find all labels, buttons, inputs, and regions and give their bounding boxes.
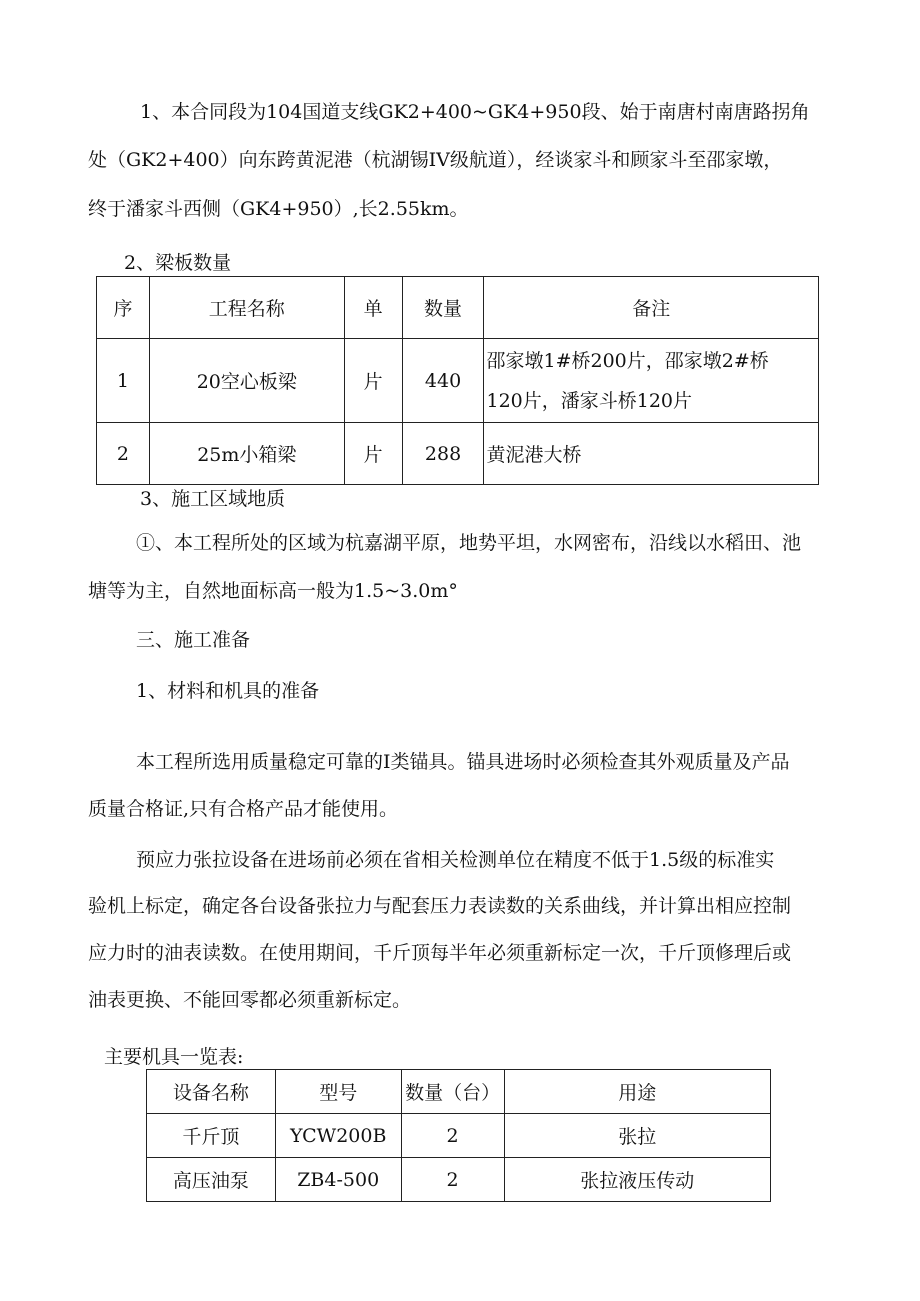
para1-line1: 本工程所选用质量稳定可靠的I类锚具。锚具进场时必须检查其外观质量及产品 [136,751,790,773]
row-unit: 片 [344,339,402,423]
row-qty: 288 [402,423,484,485]
table-row [97,339,819,423]
para2-line3: 应力时的油表读数。在使用期间，千斤顶每半年必须重新标定一次，千斤顶修理后或 [88,942,792,964]
geology-line2: 塘等为主，自然地面标高一般为1.5~3.0m° [88,580,458,602]
section1-line3: 终于潘家斗西侧（GK4+950）,长2.55km。 [88,198,469,220]
header-no: 序 [97,277,150,339]
equip-qty: 2 [401,1114,504,1158]
note-line-2: 120片，潘家斗桥120片 [486,389,693,412]
row-note: 黄泥港大桥 [484,423,819,485]
para2-line4: 油表更换、不能回零都必须重新标定。 [88,989,412,1011]
header-model: 型号 [275,1070,401,1114]
equip-model: ZB4-500 [275,1158,401,1202]
geology-heading: 3、施工区域地质 [140,488,286,510]
table-row [147,1158,771,1202]
equip-name: 千斤顶 [147,1114,276,1158]
table-row [147,1114,771,1158]
section1-line1: 1、本合同段为104国道支线GK2+400~GK4+950段、始于南唐村南唐路拐角 [140,101,810,123]
beam-quantity-heading: 2、梁板数量 [124,252,232,274]
geology-line1: ①、本工程所处的区域为杭嘉湖平原，地势平坦，水网密布，沿线以水稻田、池 [136,532,802,554]
beam-table [96,276,819,485]
row-name: 20空心板梁 [149,339,344,423]
header-unit: 单 [344,277,402,339]
equipment-header-row [147,1070,771,1114]
material-heading: 1、材料和机具的准备 [136,680,320,702]
equip-name: 高压油泵 [147,1158,276,1202]
header-equip-name: 设备名称 [147,1070,276,1114]
prep-heading: 三、施工准备 [136,629,251,651]
row-qty: 440 [402,339,484,423]
header-name: 工程名称 [149,277,344,339]
equip-use: 张拉 [504,1114,770,1158]
header-qty: 数量 [402,277,484,339]
equipment-heading: 主要机具一览表: [104,1046,244,1068]
table-row [97,423,819,485]
row-no: 1 [97,339,150,423]
equip-use: 张拉液压传动 [504,1158,770,1202]
header-equip-qty: 数量（台） [401,1070,504,1114]
section1-line2: 处（GK2+400）向东跨黄泥港（杭湖锡IV级航道），经谈家斗和顾家斗至邵家墩， [88,149,783,171]
row-name: 25m小箱梁 [149,423,344,485]
para1-line2: 质量合格证,只有合格产品才能使用。 [88,798,399,820]
row-note [484,339,819,423]
equip-model: YCW200B [275,1114,401,1158]
para2-line1: 预应力张拉设备在进场前必须在省相关检测单位在精度不低于1.5级的标准实 [136,849,775,871]
row-unit: 片 [344,423,402,485]
equip-qty: 2 [401,1158,504,1202]
header-use: 用途 [504,1070,770,1114]
note-line-1: 邵家墩1#桥200片，邵家墩2#桥 [486,349,769,372]
equipment-table [146,1069,771,1202]
beam-table-header-row [97,277,819,339]
header-note: 备注 [484,277,819,339]
para2-line2: 验机上标定，确定各台设备张拉力与配套压力表读数的关系曲线，并计算出相应控制 [88,895,792,917]
row-no: 2 [97,423,150,485]
